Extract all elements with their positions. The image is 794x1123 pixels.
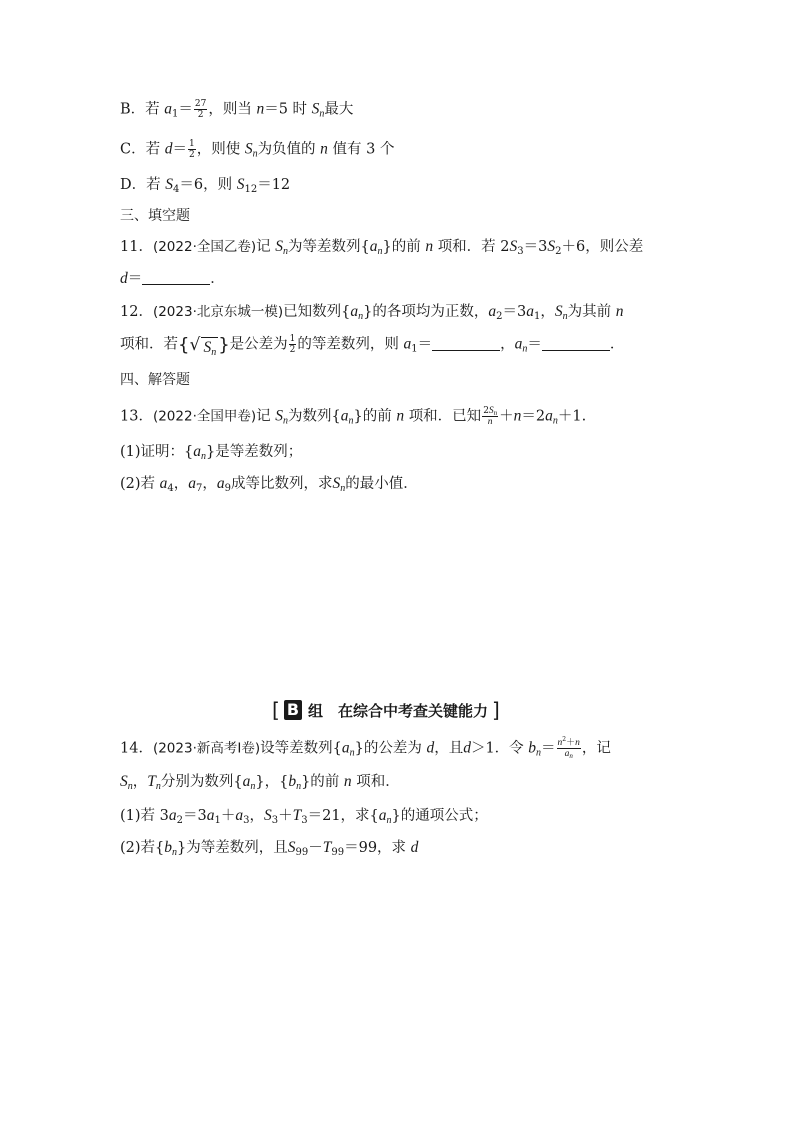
question-13: 13．(2022·全国甲卷)记 $S_n$为数列$\{a_n\}$的前 n 项和．已知 $\frac{2S_n}{n}$ $+n=2a_n+1$. xyxy=(120,406,587,427)
question-14-part1: (1)若 $3a_2=3a_1+a_3$，$S_3+T_3=21$，求$\{a_n\}$的通项公式； xyxy=(120,807,488,826)
group-b-letter: B xyxy=(284,700,302,720)
section-fill-heading: 三、填空题 xyxy=(120,208,190,224)
group-b-title: 组 在综合中考查关键能力 xyxy=(308,701,489,720)
fraction: $\frac{1}{2}$ xyxy=(188,139,195,160)
option-c: C．若 d＝ $\frac{1}{2}$ ，则使 $S_n$为负值的 n 值有 3 个 xyxy=(120,139,395,160)
answer-blank[interactable] xyxy=(542,336,610,351)
question-13-part2: (2)若 $a_4$，$a_7$，$a_9$成等比数列，求$S_n$的最小值． xyxy=(120,475,418,494)
group-b-banner: [ B 组 在综合中考查关键能力 ] xyxy=(272,698,500,722)
fraction: $\frac{2S_n}{n}$ xyxy=(483,406,498,427)
fraction: $\frac{27}{2}$ xyxy=(194,99,207,120)
option-d-prefix: D．若 xyxy=(120,177,161,193)
option-b-prefix: B．若 xyxy=(120,101,160,118)
question-14-part2: (2)若$\{b_n\}$为等差数列，且$S_{99}-T_{99}=99$，求 d xyxy=(120,839,419,858)
fraction: $\frac{1}{2}$ xyxy=(289,334,296,355)
question-14-line2: $S_n$，$T_n$分别为数列$\{a_n\}$，$\{b_n\}$的前 n 项和． xyxy=(120,773,400,792)
answer-blank[interactable] xyxy=(142,270,210,285)
section-answer-heading: 四、解答题 xyxy=(120,372,190,388)
question-13-part1: (1)证明：$\{a_n\}$是等差数列； xyxy=(120,443,303,462)
option-b: B．若 $a_1=$ $\frac{27}{2}$ ，则当 n＝5 时 $S_n$最大 xyxy=(120,99,354,120)
option-d: D．若 $S_4=6$，则 $S_{12}=12$ xyxy=(120,176,291,195)
question-11-line2: d＝ ． xyxy=(120,270,225,287)
question-11: 11．(2022·全国乙卷)记 $S_n$为等差数列$\{a_n\}$的前 n 项和．若 $2S_3=3S_2+6$，则公差 xyxy=(120,238,644,257)
question-14: 14．(2023·新高考Ⅰ卷)设等差数列$\{a_n\}$的公差为 d，且d＞1．令 $b_n=$ $\frac{n^2+n}{a_n}$ ，记 xyxy=(120,736,611,760)
question-source: (2022·全国甲卷) xyxy=(152,408,257,425)
fraction: $\frac{n^2+n}{a_n}$ xyxy=(557,736,580,760)
question-source: (2022·全国乙卷) xyxy=(152,239,257,255)
option-c-prefix: C．若 xyxy=(120,141,161,158)
question-12-line2: 项和．若{ √ $S_n$ }是公差为 $\frac{1}{2}$ 的等差数列，则 $a_1=$ ，$a_n=$ ． xyxy=(120,334,625,358)
question-source: (2023·北京东城一模) xyxy=(152,304,284,320)
question-12: 12．(2023·北京东城一模)已知数列$\{a_n\}$的各项均为正数，$a_2=3a_1$，$S_n$为其前 n xyxy=(120,303,624,322)
answer-blank[interactable] xyxy=(432,336,500,351)
sqrt-symbol: √ $S_n$ xyxy=(189,334,217,358)
question-source: (2023·新高考Ⅰ卷) xyxy=(152,740,261,757)
